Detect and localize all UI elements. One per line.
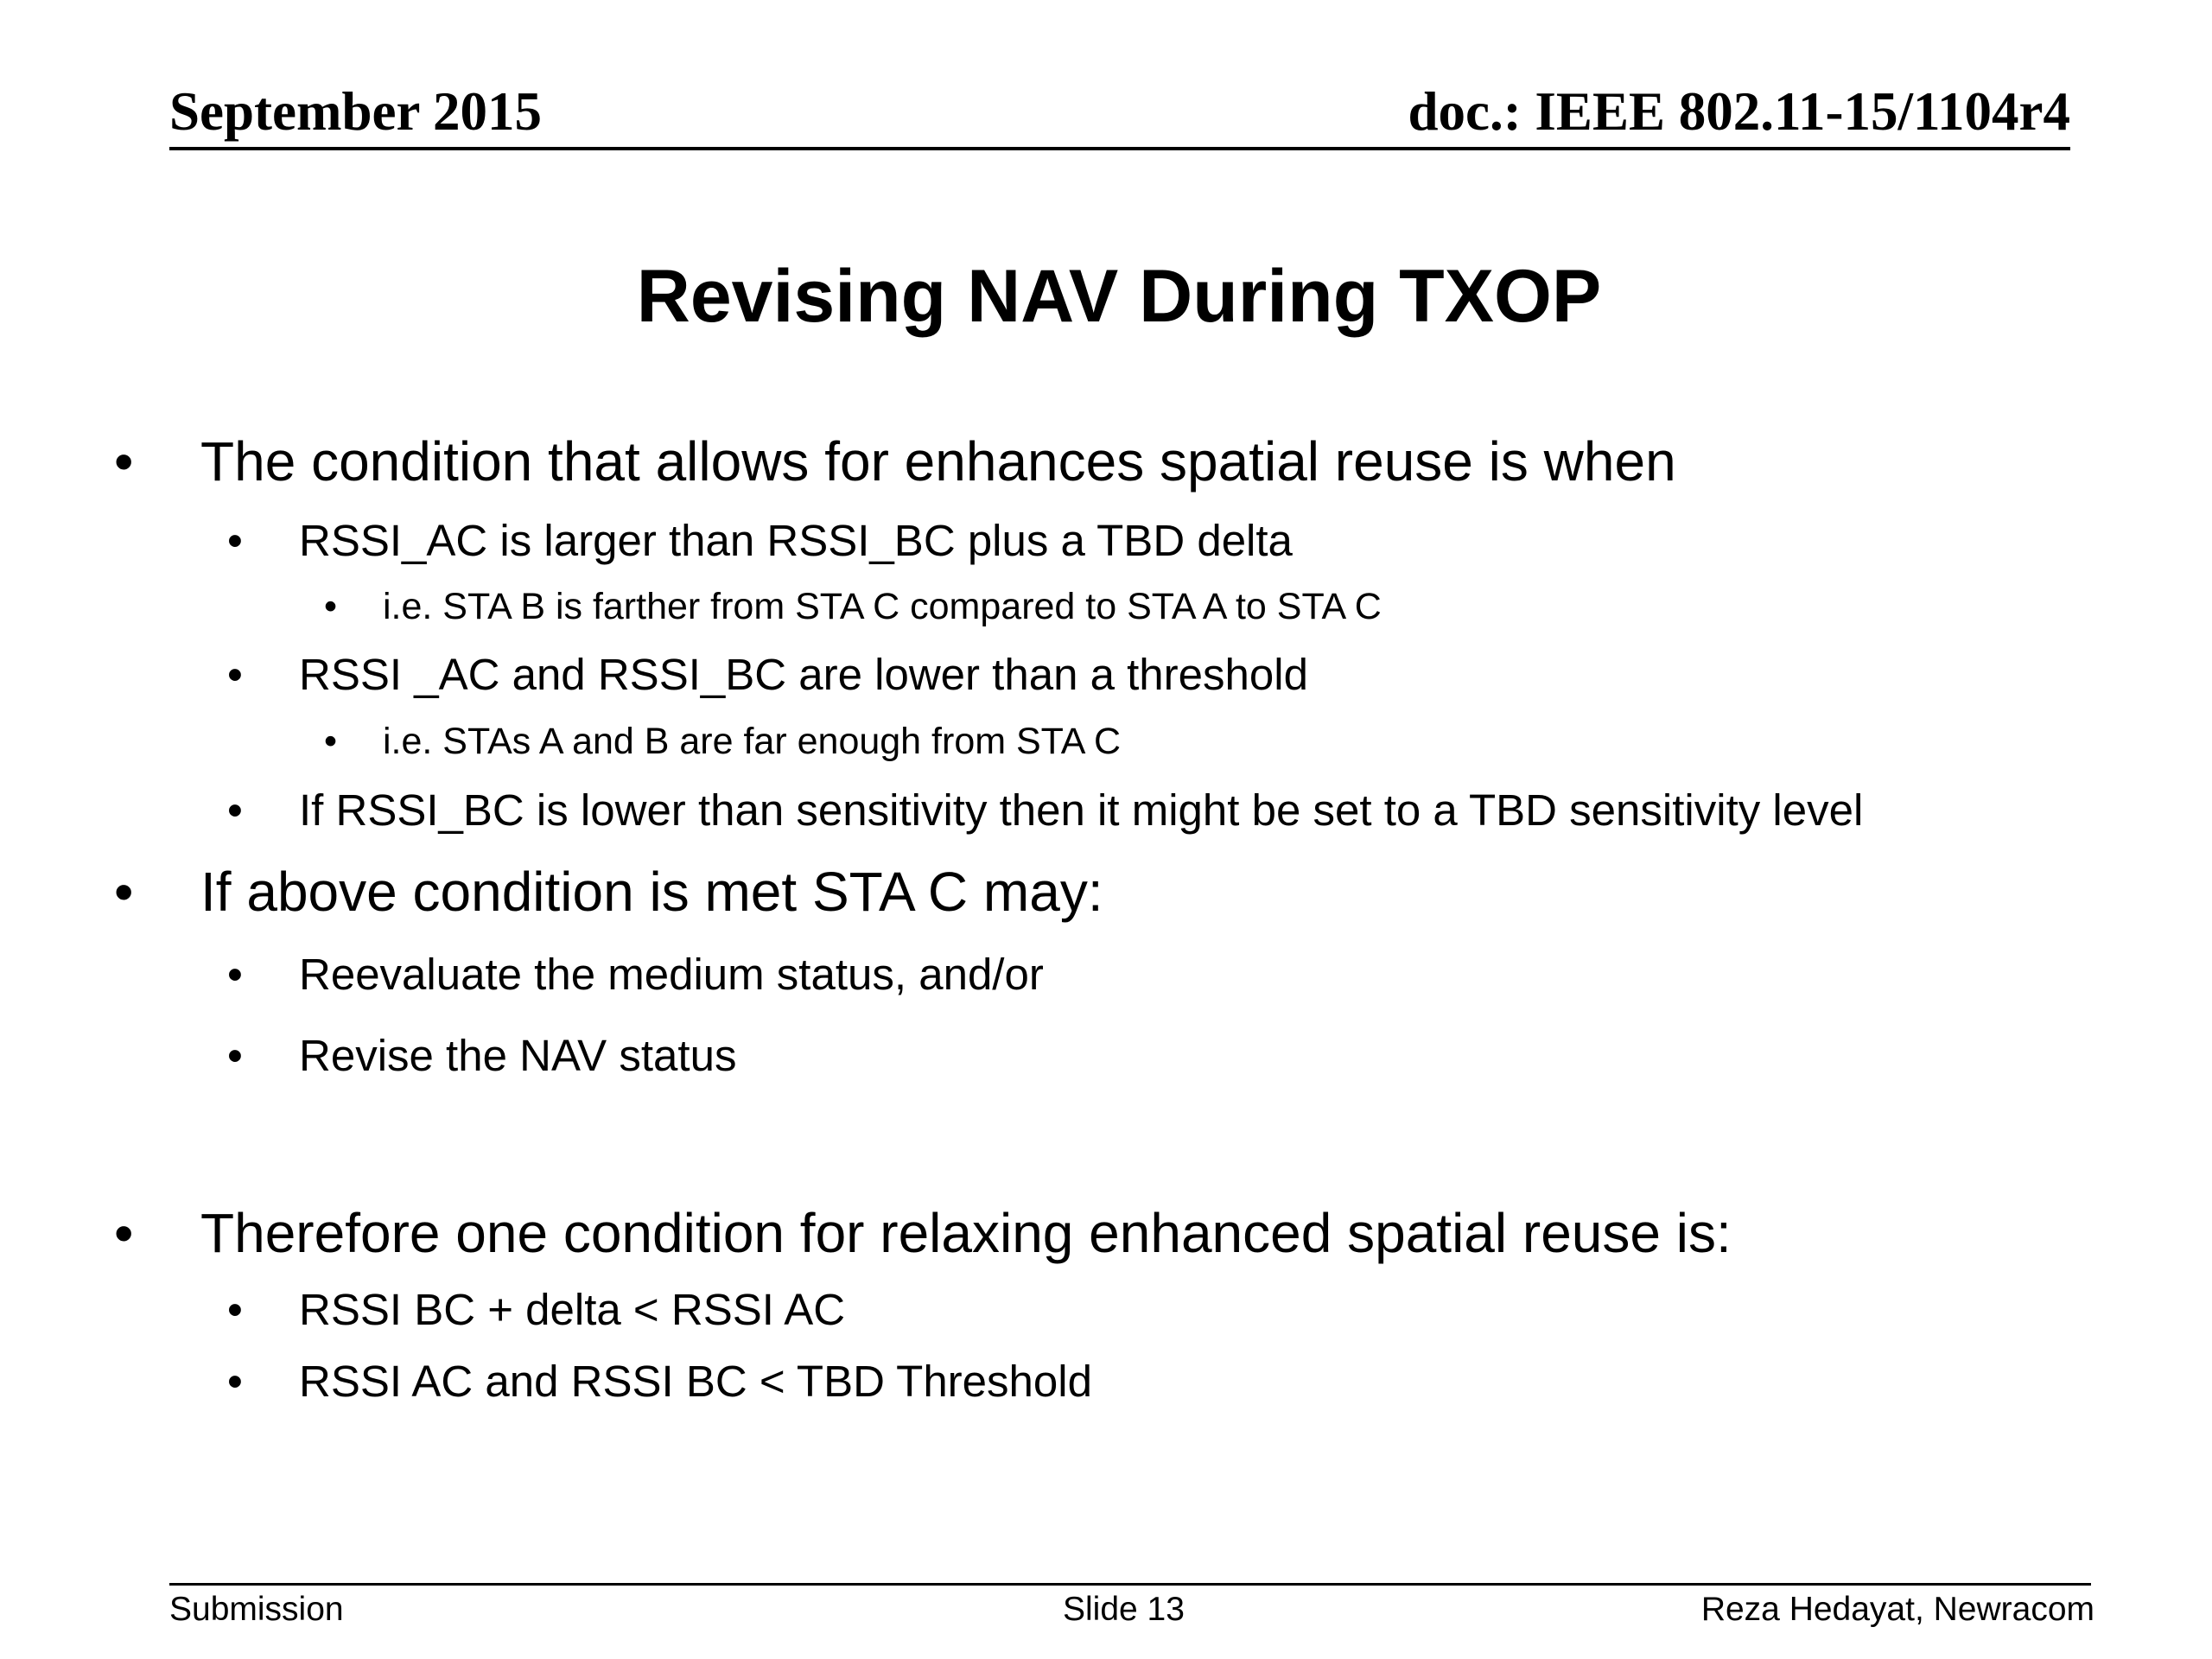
bullet-item [227,1357,1092,1406]
bullet-icon: • [227,650,243,699]
bullet-item [114,1202,1732,1264]
bullet-icon: • [324,586,338,627]
header-doc-id: doc.: IEEE 802.11-15/1104r4 [1408,81,2070,142]
bullet-item [227,950,1044,999]
bullet-text: Revise the NAV status [299,1031,737,1080]
bullet-item [227,785,1864,835]
bullet-item [324,721,1122,762]
bullet-text: The condition that allows for enhances spatial reuse is when [200,430,1676,493]
bullet-item [324,586,1382,627]
bullet-text: Reevaluate the medium status, and/or [299,950,1044,999]
bullet-item [114,861,1103,923]
footer-author: Reza Hedayat, Newracom [1700,1591,2094,1628]
bullet-text: RSSI AC and RSSI BC < TBD Threshold [299,1357,1092,1406]
footer-slide-number: Slide 13 [1063,1591,1185,1628]
bullet-text: RSSI BC + delta < RSSI AC [299,1285,846,1334]
bullet-icon: • [227,516,243,565]
header-date: September 2015 [169,81,543,142]
bullet-icon: • [114,861,134,923]
slide-title: Revising NAV During TXOP [636,255,1602,338]
bullet-text: If above condition is met STA C may: [200,861,1103,923]
bullet-text: i.e. STA B is farther from STA C compared to STA A to STA C [383,586,1382,627]
bullet-icon: • [227,1285,243,1334]
bullet-icon: • [114,1202,134,1264]
header-rule [169,147,2070,150]
bullet-text: i.e. STAs A and B are far enough from STA C [383,721,1122,762]
bullet-text: If RSSI_BC is lower than sensitivity then it might be set to a TBD sensitivity level [299,785,1864,835]
bullet-item [227,516,1293,565]
bullet-item [227,1285,846,1334]
bullet-icon: • [227,1031,243,1080]
bullet-icon: • [227,950,243,999]
bullet-icon: • [324,721,338,762]
bullet-icon: • [227,1357,243,1406]
bullet-text: Therefore one condition for relaxing enhanced spatial reuse is: [200,1202,1732,1264]
bullet-item [114,430,1676,493]
footer-rule [169,1583,2091,1586]
footer-submission: Submission [169,1591,344,1628]
bullet-item [227,1031,737,1080]
bullet-icon: • [227,785,243,835]
bullet-item [227,650,1308,699]
bullet-text: RSSI_AC is larger than RSSI_BC plus a TBD delta [299,516,1293,565]
bullet-icon: • [114,430,134,493]
bullet-text: RSSI _AC and RSSI_BC are lower than a threshold [299,650,1308,699]
